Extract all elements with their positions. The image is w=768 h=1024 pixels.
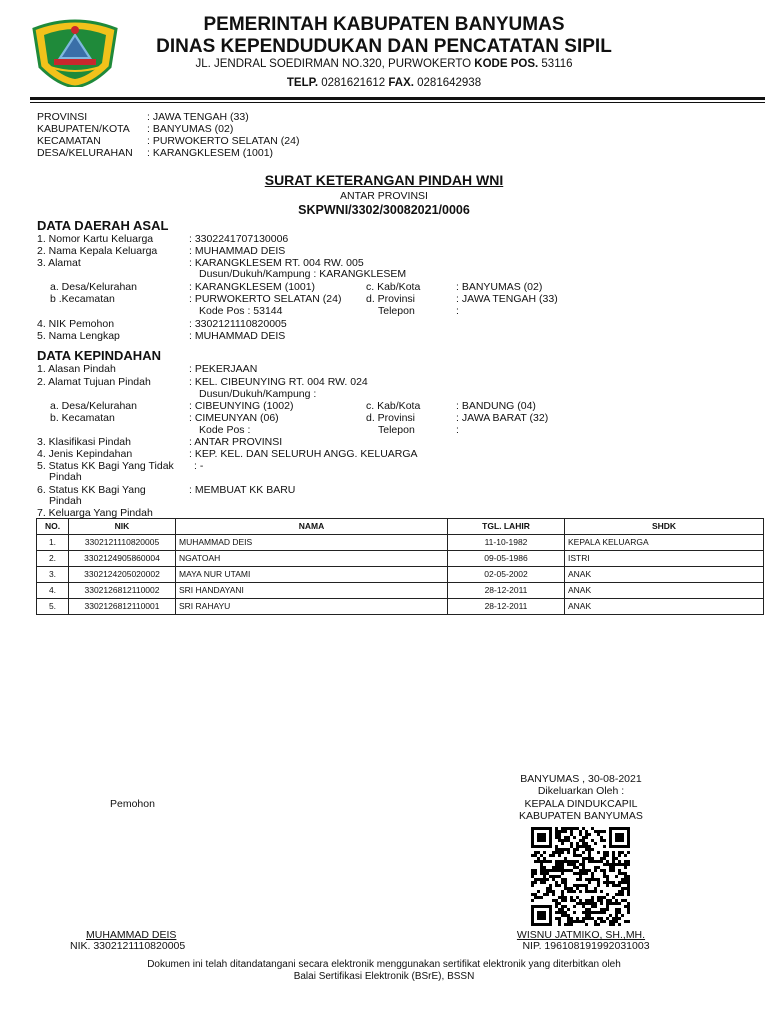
document-title — [0, 172, 768, 188]
cell-nama: MAYA NUR UTAMI — [176, 567, 448, 583]
asal-kepala-value: : MUHAMMAD DEIS — [189, 245, 286, 257]
family-members-table — [36, 518, 764, 615]
pindah-kab-label: c. Kab/Kota — [366, 400, 421, 412]
header-government-name: PEMERINTAH KABUPATEN BANYUMAS — [203, 14, 565, 35]
pindah-klasifikasi-label: 3. Klasifikasi Pindah — [37, 436, 131, 448]
col-header-shdk: SHDK — [565, 519, 764, 535]
asal-nik-label: 4. NIK Pemohon — [37, 318, 115, 330]
asal-desa-value: : KARANGKLESEM (1001) — [189, 281, 316, 293]
asal-kodepos: Kode Pos : 53144 — [199, 305, 283, 317]
pindah-provinsi-label: d. Provinsi — [366, 412, 416, 424]
cell-no: 2. — [37, 551, 69, 567]
header-divider-thin — [30, 102, 765, 103]
telp-label: TELP. — [286, 77, 319, 89]
pindah-status-label-2: Pindah — [49, 495, 82, 507]
cell-nama: MUHAMMAD DEIS — [176, 535, 448, 551]
asal-nama-value: : MUHAMMAD DEIS — [189, 330, 286, 342]
pindah-alamat-value: : KEL. CIBEUNYING RT. 004 RW. 024 — [189, 376, 368, 388]
issued-by-label: Dikeluarkan Oleh : — [537, 785, 625, 797]
section-heading-kepindahan: DATA KEPINDAHAN — [37, 348, 161, 363]
asal-dusun: Dusun/Dukuh/Kampung : KARANGKLESEM — [199, 268, 407, 280]
pindah-kecamatan-value: : CIMEUNYAN (06) — [189, 412, 279, 424]
kodepos-value: 53116 — [538, 58, 573, 70]
asal-kepala-label: 2. Nama Kepala Keluarga — [37, 245, 158, 257]
cell-nik: 3302126812110002 — [69, 583, 176, 599]
region-value-kecamatan: : PURWOKERTO SELATAN (24) — [147, 135, 300, 147]
cell-nik: 3302126812110001 — [69, 599, 176, 615]
cell-no: 3. — [37, 567, 69, 583]
table-row — [37, 535, 764, 551]
pindah-keluarga-label: 7. Keluarga Yang Pindah — [37, 507, 153, 519]
pindah-kab-value: : BANDUNG (04) — [456, 400, 536, 412]
asal-provinsi-label: d. Provinsi — [366, 293, 416, 305]
table-header-row — [37, 519, 764, 535]
cell-no: 5. — [37, 599, 69, 615]
pindah-klasifikasi-value: : ANTAR PROVINSI — [189, 436, 283, 448]
cell-shdk: ISTRI — [565, 551, 764, 567]
asal-telepon-value: : — [456, 305, 459, 317]
pindah-telepon-label: Telepon — [378, 424, 415, 436]
cell-nama: NGATOAH — [176, 551, 448, 567]
pindah-status-label: 6. Status KK Bagi Yang — [37, 484, 146, 496]
cell-shdk: KEPALA KELUARGA — [565, 535, 764, 551]
asal-kab-label: c. Kab/Kota — [366, 281, 421, 293]
pindah-telepon-value: : — [456, 424, 459, 436]
cell-nik: 3302121110820005 — [69, 535, 176, 551]
region-value-kabupaten: : BANYUMAS (02) — [147, 123, 234, 135]
pindah-jenis-label: 4. Jenis Kepindahan — [37, 448, 133, 460]
pindah-alasan-value: : PEKERJAAN — [189, 363, 258, 375]
document-number: SKPWNI/3302/30082021/0006 — [298, 203, 470, 217]
cell-no: 1. — [37, 535, 69, 551]
signature-qr-code-icon — [531, 827, 630, 926]
asal-alamat-label: 3. Alamat — [37, 257, 81, 269]
cell-shdk: ANAK — [565, 599, 764, 615]
issuer-office-1: KEPALA DINDUKCAPIL — [524, 798, 638, 810]
pindah-status-tidak-value: : - — [194, 460, 204, 472]
section-heading-asal: DATA DAERAH ASAL — [37, 218, 169, 233]
cell-shdk: ANAK — [565, 583, 764, 599]
issuer-office-2: KABUPATEN BANYUMAS — [519, 810, 643, 822]
asal-kecamatan-value: : PURWOKERTO SELATAN (24) — [189, 293, 342, 305]
pindah-desa-value: : CIBEUNYING (1002) — [189, 400, 294, 412]
pindah-status-tidak-label-2: Pindah — [49, 471, 82, 483]
header-address — [0, 58, 768, 70]
pindah-status-tidak-label: 5. Status KK Bagi Yang Tidak — [37, 460, 174, 472]
pindah-alamat-label: 2. Alamat Tujuan Pindah — [37, 376, 151, 388]
fax-value: 0281642938 — [413, 77, 482, 89]
applicant-label: Pemohon — [110, 798, 155, 810]
official-nip: NIP. 196108191992031003 — [522, 940, 650, 952]
cell-tgl-lahir: 28-12-2011 — [448, 599, 565, 615]
pindah-provinsi-value: : JAWA BARAT (32) — [456, 412, 549, 424]
cell-nik: 3302124905860004 — [69, 551, 176, 567]
cell-shdk: ANAK — [565, 567, 764, 583]
pindah-dusun: Dusun/Dukuh/Kampung : — [199, 388, 317, 400]
pindah-jenis-value: : KEP. KEL. DAN SELURUH ANGG. KELUARGA — [189, 448, 418, 460]
header-agency-name: DINAS KEPENDUDUKAN DAN PENCATATAN SIPIL — [156, 36, 612, 57]
region-label-desa: DESA/KELURAHAN — [37, 147, 133, 159]
asal-nik-value: : 3302121110820005 — [189, 318, 287, 330]
region-label-kecamatan: KECAMATAN — [37, 135, 101, 147]
col-header-tgl-lahir: TGL. LAHIR — [448, 519, 565, 535]
table-row — [37, 599, 764, 615]
asal-desa-label: a. Desa/Kelurahan — [50, 281, 137, 293]
asal-kk-value: : 3302241707130006 — [189, 233, 289, 245]
asal-kk-label: 1. Nomor Kartu Keluarga — [37, 233, 154, 245]
pindah-kodepos: Kode Pos : — [199, 424, 251, 436]
cell-tgl-lahir: 09-05-1986 — [448, 551, 565, 567]
footer-esign-note-2: Balai Sertifikasi Elektronik (BSrE), BSSN — [293, 971, 475, 982]
cell-nik: 3302124205020002 — [69, 567, 176, 583]
region-value-desa: : KARANGKLESEM (1001) — [147, 147, 274, 159]
col-header-nik: NIK — [69, 519, 176, 535]
cell-tgl-lahir: 02-05-2002 — [448, 567, 565, 583]
pindah-desa-label: a. Desa/Kelurahan — [50, 400, 137, 412]
fax-label: FAX. — [388, 77, 414, 89]
footer-esign-note-1: Dokumen ini telah ditandatangani secara elektronik menggunakan sertifikat elektronik yang diterbitkan oleh — [147, 959, 621, 970]
applicant-name: MUHAMMAD DEIS — [86, 929, 177, 941]
region-value-provinsi: : JAWA TENGAH (33) — [147, 111, 249, 123]
table-row — [37, 583, 764, 599]
cell-nama: SRI RAHAYU — [176, 599, 448, 615]
telp-value: 0281621612 — [318, 77, 389, 89]
table-row — [37, 551, 764, 567]
header-contact — [0, 77, 768, 89]
cell-tgl-lahir: 28-12-2011 — [448, 583, 565, 599]
applicant-nik: NIK. 3302121110820005 — [70, 940, 186, 952]
official-name: WISNU JATMIKO, SH.,MH. — [516, 929, 646, 941]
asal-kab-value: : BANYUMAS (02) — [456, 281, 543, 293]
document-title-text: SURAT KETERANGAN PINDAH WNI — [264, 172, 504, 188]
pindah-status-value: : MEMBUAT KK BARU — [189, 484, 296, 496]
pindah-alasan-label: 1. Alasan Pindah — [37, 363, 116, 375]
region-label-provinsi: PROVINSI — [37, 111, 88, 123]
issue-place-date: BANYUMAS , 30-08-2021 — [520, 773, 642, 785]
document-subtitle: ANTAR PROVINSI — [340, 190, 428, 202]
cell-nama: SRI HANDAYANI — [176, 583, 448, 599]
cell-tgl-lahir: 11-10-1982 — [448, 535, 565, 551]
cell-no: 4. — [37, 583, 69, 599]
region-label-kabupaten: KABUPATEN/KOTA — [37, 123, 130, 135]
col-header-no: NO. — [37, 519, 69, 535]
header-divider-thick — [30, 97, 765, 100]
asal-kecamatan-label: b .Kecamatan — [50, 293, 115, 305]
table-row — [37, 567, 764, 583]
kodepos-label: KODE POS. — [474, 58, 539, 70]
address-text: JL. JENDRAL SOEDIRMAN NO.320, PURWOKERTO — [195, 58, 475, 70]
asal-alamat-value: : KARANGKLESEM RT. 004 RW. 005 — [189, 257, 364, 269]
asal-provinsi-value: : JAWA TENGAH (33) — [456, 293, 558, 305]
asal-telepon-label: Telepon — [378, 305, 415, 317]
pindah-kecamatan-label: b. Kecamatan — [50, 412, 115, 424]
asal-nama-label: 5. Nama Lengkap — [37, 330, 120, 342]
col-header-nama: NAMA — [176, 519, 448, 535]
